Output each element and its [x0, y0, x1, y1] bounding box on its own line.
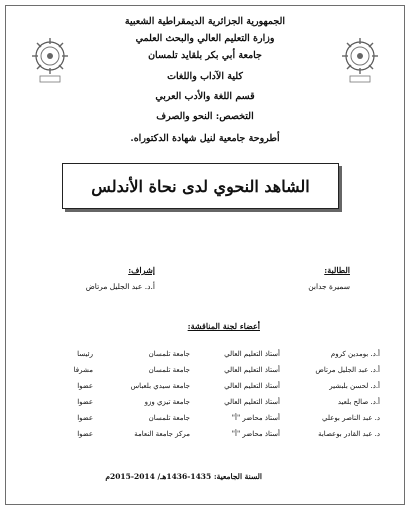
thesis-title-box [62, 163, 339, 209]
committee-member-name: د. عبد القادر بوعصابة [318, 430, 380, 438]
committee-member-institution: جامعة تلمسان [148, 350, 190, 358]
student-name: سميرة جدابن [308, 282, 350, 291]
header-university: جامعة أبي بكر بلقايد تلمسان [148, 50, 262, 61]
committee-member-rank: أستاذ محاضر "أ" [231, 430, 280, 438]
committee-member-institution: جامعة تيزي وزو [144, 398, 190, 406]
committee-member-name: أ.د. صالح بلعيد [337, 398, 380, 406]
committee-member-role: رئيسا [77, 350, 93, 358]
supervisor-label: إشراف: [128, 265, 155, 275]
committee-member-name: أ.د. بومدين كروم [330, 350, 380, 358]
committee-member-institution: مركز جامعة النعامة [134, 430, 190, 438]
committee-member-name: أ.د. عبد الجليل مرتاض [315, 366, 380, 374]
committee-member-rank: أستاذ التعليم العالي [224, 366, 280, 374]
committee-member-role: عضوا [77, 430, 93, 438]
committee-member-role: مشرفا [73, 366, 93, 374]
header-specialty: التخصص: النحو والصرف [156, 111, 254, 122]
committee-member-rank: أستاذ محاضر "أ" [231, 414, 280, 422]
academic-year: السنة الجامعية: 1435-1436هـ/ 2014-2015م [105, 472, 262, 481]
header-republic: الجمهورية الجزائرية الديمقراطية الشعبية [124, 16, 286, 27]
committee-member-institution: جامعة تلمسان [148, 414, 190, 422]
thesis-title: الشاهد النحوي لدى نحاة الأندلس [91, 176, 310, 196]
supervisor-name: أ.د. عبد الجليل مرتاض [85, 282, 155, 291]
committee-member-role: عضوا [77, 414, 93, 422]
committee-member-name: أ.د. لحسن بلبشير [329, 382, 380, 390]
header-faculty: كلية الآداب واللغات [167, 71, 243, 82]
header-department: قسم اللغة والأدب العربي [155, 91, 255, 102]
committee-member-rank: أستاذ التعليم العالي [224, 398, 280, 406]
committee-member-name: د. عبد الناصر بوعلي [321, 414, 380, 422]
committee-member-role: عضوا [77, 382, 93, 390]
committee-member-rank: أستاذ التعليم العالي [224, 350, 280, 358]
committee-member-institution: جامعة سيدي بلعباس [130, 382, 190, 390]
header-ministry: وزارة التعليم العالي والبحث العلمي [135, 33, 275, 44]
header-thesis-type: أطروحة جامعية لنيل شهادة الدكتوراه. [130, 133, 280, 144]
committee-member-role: عضوا [77, 398, 93, 406]
committee-heading: أعضاء لجنة المناقشة: [187, 321, 260, 331]
student-label: الطالبة: [324, 265, 350, 275]
committee-member-rank: أستاذ التعليم العالي [224, 382, 280, 390]
committee-member-institution: جامعة تلمسان [148, 366, 190, 374]
